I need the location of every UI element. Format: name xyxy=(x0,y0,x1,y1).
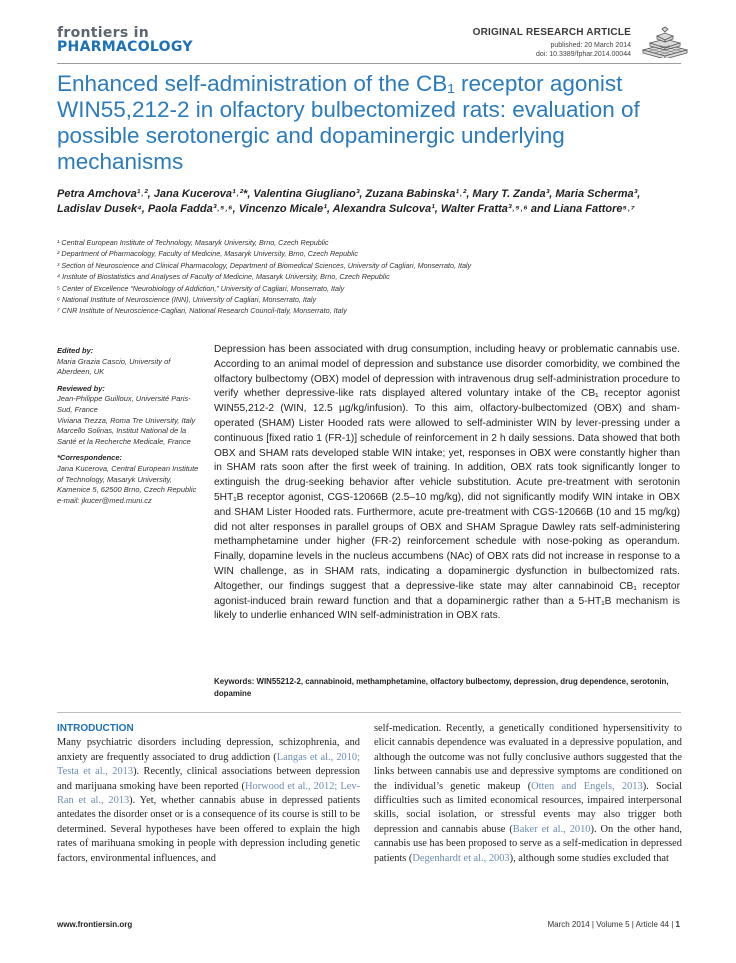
correspondence-section xyxy=(57,453,205,506)
header-divider xyxy=(57,63,681,64)
page-number: 1 xyxy=(675,920,680,929)
body-text: ), although some studies excluded that xyxy=(509,852,669,864)
body-column-right xyxy=(374,722,682,866)
section-divider xyxy=(57,712,681,713)
citation-link[interactable]: Degenhardt et al., 2003 xyxy=(412,852,510,864)
reviewer: Marcello Solinas, Institut National de la Santé et la Recherche Medicale, France xyxy=(57,426,191,446)
footer-issue-info xyxy=(547,920,680,929)
body-text: ). Recently, clinical associations between depression and marijuana smoking have been reported ( xyxy=(57,766,360,792)
affiliation-3: ³ Section of Neuroscience and Clinical Pharmacology, Department of Biomedical Sciences, University of Cagliari, Monserrato, Italy xyxy=(57,260,472,270)
keywords-text: WIN55212-2, cannabinoid, methamphetamine, olfactory bulbectomy, depression, drug dependence, serotonin, dopamine xyxy=(214,677,669,698)
editorial-sidebar xyxy=(57,346,205,512)
body-column-left xyxy=(57,722,360,866)
article-type-label: ORIGINAL RESEARCH ARTICLE xyxy=(472,27,631,38)
affiliation-7: ⁷ CNR Institute of Neuroscience-Cagliari, National Research Council-Italy, Monserrato, Italy xyxy=(57,306,347,316)
author-list: Petra Amchova¹˒², Jana Kucerova¹˒²*, Valentina Giugliano³, Zuzana Babinska¹˒², Mary T. Zanda³, Maria Scherma³, Ladislav Dusek⁴, Paola Fadda³˒⁵˒⁶, Vincenzo Micale¹, Alexandra Sulcova¹, Walter Fratta³˒⁵˒⁶ and Liana Fattore⁵˒⁷ xyxy=(57,188,641,215)
affiliation-1: ¹ Central European Institute of Technology, Masaryk University, Brno, Czech Republic xyxy=(57,238,329,247)
journal-logo[interactable] xyxy=(57,26,193,55)
body-text: ). Yet, whether cannabis abuse in depressed patients antedates the disorder onset or is a consequence of its course is still to be determined. Several hypotheses have been offered to explain the high rates of marihuana smoking in people with depression including genetic factors, environmental influences, and xyxy=(57,795,360,864)
footer-website-link[interactable]: www.frontiersin.org xyxy=(57,920,133,929)
stacked-cubes-icon xyxy=(640,24,690,58)
footer-issue: March 2014 | Volume 5 | Article 44 | xyxy=(547,920,674,929)
paper-title: Enhanced self-administration of the CB₁ receptor agonist WIN55,212-2 in olfactory bulbectomized rats: evaluation of possible serotonergic and dopaminergic underlying mechanisms xyxy=(57,71,640,174)
body-text: Many psychiatric disorders including depression, schizophrenia, and anxiety are frequently associated to drug addiction ( xyxy=(57,737,360,763)
affiliation-5: ⁵ Center of Excellence “Neurobiology of Addiction,” University of Cagliari, Monserrato, Italy xyxy=(57,283,345,293)
correspondence-address: Jana Kucerova, Central European Institute of Technology, Masaryk University, Kamenice 5, 62500 Brno, Czech Republic xyxy=(57,463,199,495)
citation-link[interactable]: Horwood et al., 2012; Lev-Ran et al., 2013 xyxy=(57,780,360,807)
affiliation-6: ⁶ National Institute of Neuroscience (INN), University of Cagliari, Monserrato, Italy xyxy=(57,295,317,305)
abstract: Depression has been associated with drug consumption, including heavy or problematic cannabis use. According to an animal model of depression and substance use disorder comorbidity, we combined the olfactory bulbectomy (OBX) model of depression with intravenous drug self-administration procedure to verify whether depressive-like rats displayed altered voluntary intake of the CB₁ receptor agonist WIN55,212-2 (WIN, 12.5 µg/kg/infusion). To this aim, olfactory-bulbectomized (OBX) and sham-operated (SHAM) Lister Hooded rats were allowed to self-administer WIN by lever-pressing under a continuous [fixed ratio 1 (FR-1)] schedule of reinforcement in 2 h daily sessions. Data showed that both OBX and SHAM rats developed stable WIN intake; yet, responses in OBX were constantly higher than in SHAM rats soon after the first week of training. In addition, OBX rats took significantly longer to extinguish the drug-seeking behavior after vehicle substitution. Acute pre-treatment with serotonin 5HT₁B receptor agonist, CGS-12066B (2.5–10 mg/kg), did not significantly modify WIN intake in OBX and SHAM Lister Hooded rats. Furthermore, acute pre-treatment with CGS-12066B (10 and 15 mg/kg) did not alter responses in parallel groups of OBX and SHAM Sprague Dawley rats self-administering methamphetamine under higher (FR-2) reinforcement schedule with nose-poking as operandum. Finally, dopamine levels in the nucleus accumbens (NAc) of OBX rats did not increase in response to a WIN challenge, as in SHAM rats, indicating a dopaminergic dysfunction in bulbectomized rats. Altogether, our findings suggest that a depressive-like state may alter cannabinoid CB₁ receptor agonist-induced brain reward function and that a dopaminergic rather than a 5-HT₁B mechanism is likely to underlie enhanced WIN self-administration in OBX rats. xyxy=(214,344,680,622)
keywords-label: Keywords: xyxy=(214,677,255,686)
journal-name-line2: PHARMACOLOGY xyxy=(57,39,193,55)
correspondence-email[interactable]: e-mail: jkucer@med.muni.cz xyxy=(57,495,152,505)
reviewed-by-heading: Reviewed by: xyxy=(57,383,105,393)
journal-name-line1: frontiers in xyxy=(57,25,150,41)
reviewer: Viviana Trezza, Roma Tre University, Italy xyxy=(57,415,196,425)
affiliations xyxy=(57,237,687,317)
correspondence-heading: *Correspondence: xyxy=(57,453,123,463)
publication-meta xyxy=(536,41,631,59)
body-text: self-medication. Recently, a genetically conditioned hypersensitivity to elicit cannabis dependence was evaluated in a depressive population, and although the outcome was not fully conclusive authors suggested that the links between cannabis use and depressive symptoms are conditioned on the individual’s genetic makeup ( xyxy=(374,723,682,792)
editor: Maria Grazia Cascio, University of Aberdeen, UK xyxy=(57,356,171,377)
body-text: ). Social difficulties such as limited economical resources, impaired interpersonal skills, social isolation, or stressful events may also trigger both depression and cannabis abuse ( xyxy=(374,780,682,835)
doi[interactable]: doi: 10.3389/fphar.2014.00044 xyxy=(536,51,631,58)
published-date: published: 20 March 2014 xyxy=(550,42,631,49)
reviewer: Jean-Philippe Guilloux, Université Paris-Sud, France xyxy=(57,394,191,414)
reviewed-by-section xyxy=(57,384,205,448)
edited-by-section xyxy=(57,346,205,378)
body-text: ). On the other hand, cannabis use has been proposed to serve as a self-medication in depressed patients ( xyxy=(374,823,682,864)
citation-link[interactable]: Otten and Engels, 2013 xyxy=(531,780,643,792)
citation-link[interactable]: Langas et al., 2010; Testa et al., 2013 xyxy=(57,751,360,778)
keywords xyxy=(214,676,680,700)
affiliation-4: ⁴ Institute of Biostatistics and Analyses of Faculty of Medicine, Masaryk University, Brno, Czech Republic xyxy=(57,272,390,282)
edited-by-heading: Edited by: xyxy=(57,346,94,355)
affiliation-2: ² Department of Pharmacology, Faculty of Medicine, Masaryk University, Brno, Czech Republic xyxy=(57,249,358,259)
citation-link[interactable]: Baker et al., 2010 xyxy=(512,823,591,835)
introduction-heading: INTRODUCTION xyxy=(57,723,134,734)
